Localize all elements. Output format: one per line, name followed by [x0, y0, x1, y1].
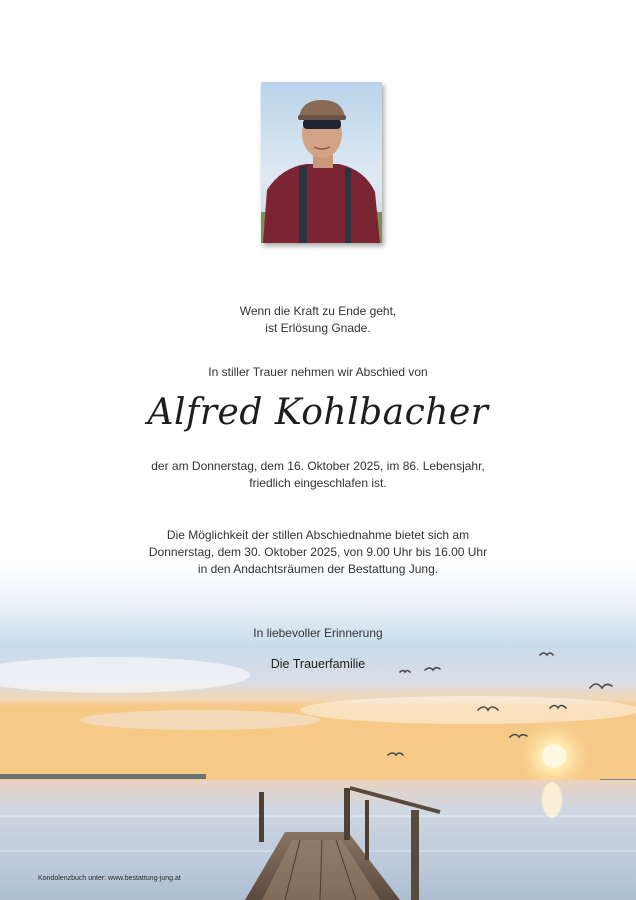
- death-notice-line-1: der am Donnerstag, dem 16. Oktober 2025, im 86. Lebensjahr,: [151, 459, 485, 473]
- viewing-line-1: Die Möglichkeit der stillen Abschiednahme bietet sich am: [166, 528, 470, 542]
- death-notice-line-2: friedlich eingeschlafen ist.: [249, 476, 387, 490]
- death-notice: [0, 458, 636, 492]
- farewell-intro: In stiller Trauer nehmen wir Abschied von: [208, 365, 428, 379]
- deceased-name: Alfred Kohlbacher: [147, 392, 489, 433]
- portrait-photo: [261, 82, 382, 243]
- closing-phrase: In liebevoller Erinnerung: [253, 626, 383, 640]
- family-signature: Die Trauerfamilie: [270, 657, 366, 671]
- quote-line-1: Wenn die Kraft zu Ende geht,: [239, 304, 397, 318]
- viewing-info: [0, 527, 636, 578]
- sunset-lake-background: [0, 560, 636, 900]
- condolence-book-link[interactable]: Kondolenzbuch unter: www.bestattung-jung.at: [38, 875, 181, 882]
- quote-line-2: ist Erlösung Gnade.: [265, 321, 371, 335]
- viewing-line-2: Donnerstag, dem 30. Oktober 2025, von 9.00 Uhr bis 16.00 Uhr: [148, 545, 488, 559]
- viewing-line-3: in den Andachtsräumen der Bestattung Jung.: [197, 562, 439, 576]
- memorial-quote: [0, 303, 636, 337]
